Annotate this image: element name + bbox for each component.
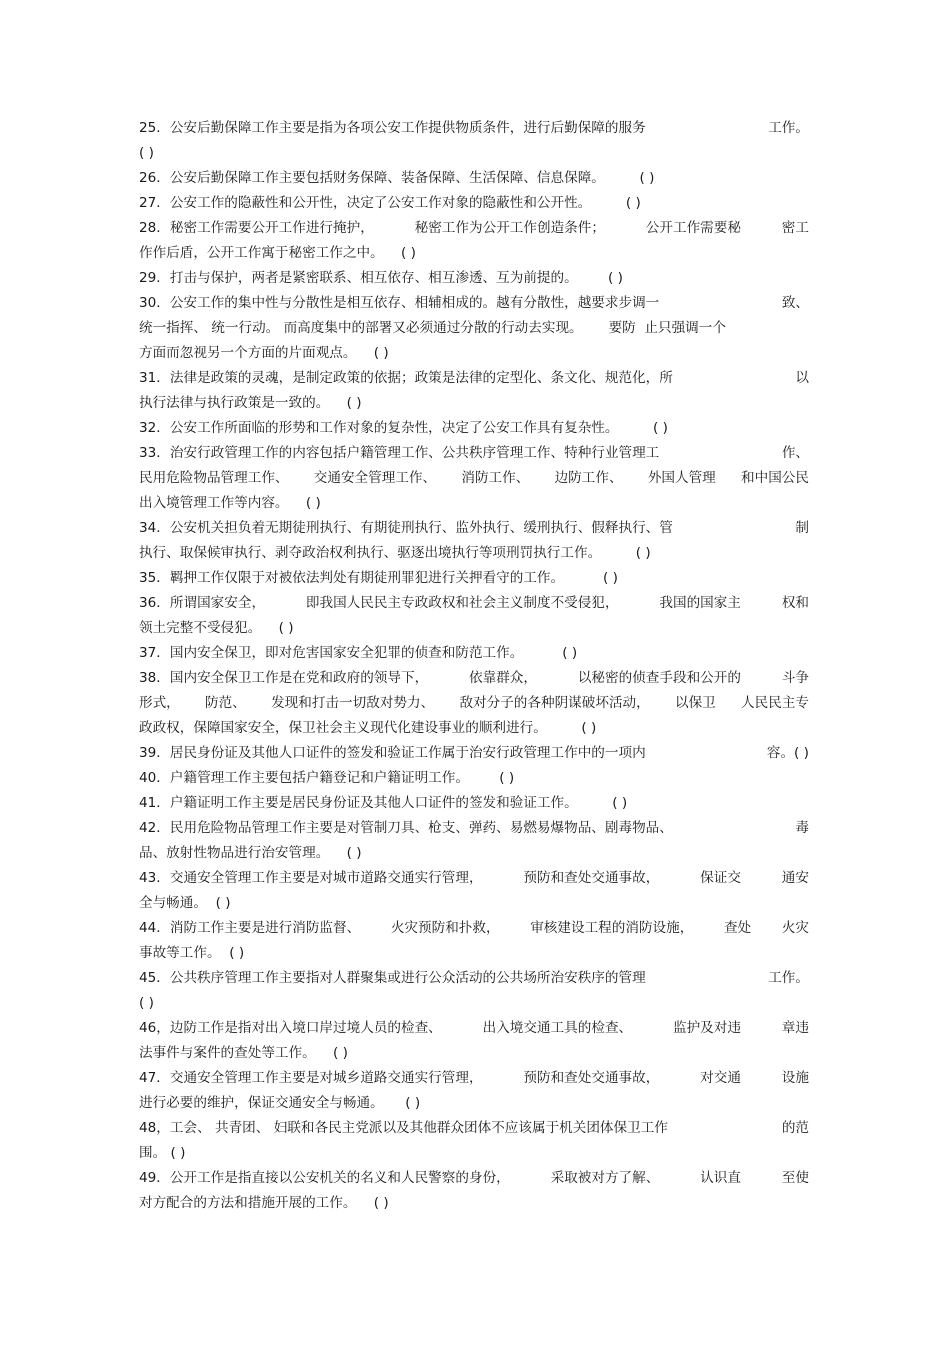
text-segment: ( ) [356,1195,389,1211]
text-segment: 权和 [781,595,809,611]
text-segment: 46，边防工作是指对出入境口岸过境人员的检查、 [139,1020,442,1036]
text-segment: 31．法律是政策的灵魂，是制定政策的依据；政策是法律的定型化、条文化、规范化，所 [139,370,673,386]
text-segment: 25．公安后勤保障工作主要是指为各项公安工作提供物质条件，进行后勤保障的服务 [139,120,646,136]
text-line [139,266,809,291]
text-segment: 外国人管理 [647,470,716,486]
text-line [139,916,809,941]
text-segment: ( ) [546,720,597,736]
text-segment: 33．治安行政管理工作的内容包括户籍管理工作、公共秩序管理工作、特种行业管理工 [139,445,660,461]
text-segment: 交通安全管理工作、 [313,470,437,486]
text-segment: 民用危险物品管理工作、 [139,470,289,486]
text-segment: 章违 [781,1020,809,1036]
text-line [139,1066,809,1091]
text-segment: 审核建设工程的消防设施， [530,920,694,936]
text-line [139,1191,809,1216]
text-line [139,741,809,766]
text-segment: 35．羁押工作仅限于对被依法判处有期徒刑罪犯进行关押看守的工作。 [139,570,565,586]
text-segment: ( ) [383,245,416,261]
text-segment: 消防工作、 [461,470,530,486]
text-segment: 至使 [781,1170,809,1186]
text-segment: 39．居民身份证及其他人口证件的签发和验证工作属于治安行政管理工作中的一项内 [139,745,646,761]
text-segment: 品、放射性物品进行治安管理。 [139,845,330,861]
text-line [139,1116,809,1141]
text-segment: 我国的国家主 [659,595,741,611]
text-segment: 保证交 [700,870,741,886]
text-segment: 41．户籍证明工作主要是居民身份证及其他人口证件的签发和验证工作。 [139,795,578,811]
text-segment: 工作。 [768,120,809,136]
text-segment: 预防和查处交通事故， [523,870,660,886]
text-segment: 47．交通安全管理工作主要是对城乡道路交通实行管理， [139,1070,483,1086]
text-segment: 领土完整不受侵犯。 [139,620,262,636]
text-segment: 32．公安工作所面临的形势和工作对象的复杂性，决定了公安工作具有复杂性。 [139,420,619,436]
text-line [139,466,809,491]
text-line [139,641,809,666]
text-segment: ( ) [288,495,321,511]
text-segment: 以保卫 [675,695,716,711]
text-segment: ( ) [356,345,389,361]
text-line [139,566,809,591]
text-line [139,866,809,891]
text-line [139,141,809,166]
text-line [139,666,809,691]
text-segment: 和中国公民 [741,470,809,486]
text-segment: 即我国人民民主专政政权和社会主义制度不受侵犯， [305,595,619,611]
question-list [139,116,809,1216]
text-segment: 要防 止只强调一个 [582,320,726,336]
text-segment: ( ) [261,620,294,636]
text-line [139,591,809,616]
text-segment: 36．所谓国家安全， [139,595,266,611]
text-segment: 30．公安工作的集中性与分散性是相互依存、相辅相成的。越有分散性，越要求步调一 [139,295,660,311]
text-segment: ( ) [329,395,362,411]
text-segment: 火灾 [781,920,809,936]
text-segment: 法事件与案件的查处等工作。 [139,1045,316,1061]
text-line [139,516,809,541]
text-segment: 执行、取保候审执行、剥夺政治权利执行、驱逐出境执行等项刑罚执行工作。 [139,545,602,561]
text-line [139,841,809,866]
text-segment: 密工 [781,220,809,236]
text-segment: 政政权，保障国家安全，保卫社会主义现代化建设事业的顺利进行。 [139,720,547,736]
text-segment: 围。 ( ) [139,1145,186,1161]
text-segment: 工作。 [768,970,809,986]
text-line [139,491,809,516]
text-segment: 34．公安机关担负着无期徒刑执行、有期徒刑执行、监外执行、缓刑执行、假释执行、管 [139,520,673,536]
text-segment: 发现和打击一切敌对势力、 [271,695,435,711]
text-line [139,541,809,566]
text-segment: 对交通 [700,1070,741,1086]
text-line [139,341,809,366]
text-segment: ( ) [604,170,655,186]
text-segment: 的范 [781,1120,809,1136]
text-segment: 斗争 [781,670,809,686]
text-segment: ( ) [591,195,641,211]
text-segment: 执行法律与执行政策是一致的。 [139,395,330,411]
text-segment: 27．公安工作的隐蔽性和公开性，决定了公安工作对象的隐蔽性和公开性。 [139,195,592,211]
text-line [139,1166,809,1191]
text-segment: 出入境交通工具的检查、 [482,1020,633,1036]
text-segment: 查处 [723,920,752,936]
text-segment: 致、 [781,295,809,311]
text-segment: ( ) [618,420,668,436]
text-line [139,991,809,1016]
text-line [139,391,809,416]
text-line [139,316,809,341]
text-segment: ( ) [139,145,154,161]
text-line [139,1141,809,1166]
text-segment: 38．国内安全保卫工作是在党和政府的领导下， [139,670,429,686]
text-segment: ( ) [564,570,618,586]
text-segment: 对方配合的方法和措施开展的工作。 [139,1195,357,1211]
text-segment: ( ) [206,895,231,911]
text-line [139,616,809,641]
text-segment: 容。( ) [766,745,809,761]
text-segment: ( ) [383,1095,421,1111]
text-segment: 28．秘密工作需要公开工作进行掩护， [139,220,374,236]
text-line [139,941,809,966]
text-segment: 出入境管理工作等内容。 [139,495,289,511]
text-segment: 40．户籍管理工作主要包括户籍登记和户籍证明工作。 [139,770,469,786]
text-segment: 统一指挥、 统一行动。 而高度集中的部署又必须通过分散的行动去实现。 [139,320,583,336]
text-segment: 43．交通安全管理工作主要是对城市道路交通实行管理， [139,870,483,886]
text-segment: 进行必要的维护，保证交通安全与畅通。 [139,1095,384,1111]
text-segment: 29．打击与保护，两者是紧密联系、相互依存、相互渗透、互为前提的。 [139,270,578,286]
text-segment: 42．民用危险物品管理工作主要是对管制刀具、枪支、弹药、易燃易爆物品、剧毒物品、 [139,820,673,836]
text-segment: 事故等工作。 [139,945,221,961]
text-segment: 火灾预防和扑救， [390,920,500,936]
text-segment: 通安 [781,870,809,886]
text-segment: 以秘密的侦查手段和公开的 [577,670,741,686]
text-segment: 37．国内安全保卫，即对危害国家安全犯罪的侦查和防范工作。 [139,645,524,661]
text-segment: 作作后盾，公开工作寓于秘密工作之中。 [139,245,384,261]
text-segment: 预防和查处交通事故， [523,1070,660,1086]
text-line [139,216,809,241]
text-line [139,166,809,191]
text-line [139,716,809,741]
text-line [139,891,809,916]
text-segment: 认识直 [700,1170,741,1186]
text-segment: 监护及对违 [672,1020,741,1036]
text-line [139,116,809,141]
text-line [139,966,809,991]
text-segment: 采取被对方了解、 [550,1170,660,1186]
text-line [139,1041,809,1066]
text-segment: 制 [795,520,809,536]
text-segment: ( ) [577,795,628,811]
text-segment: ( ) [315,1045,348,1061]
text-segment: 26．公安后勤保障工作主要包括财务保障、装备保障、生活保障、信息保障。 [139,170,605,186]
text-line [139,441,809,466]
text-segment: ( ) [329,845,362,861]
text-segment: 44．消防工作主要是进行消防监督、 [139,920,361,936]
text-segment: 防范、 [205,695,246,711]
text-line [139,291,809,316]
text-segment: 作、 [781,445,809,461]
text-line [139,241,809,266]
text-segment: 毒 [795,820,809,836]
text-segment: 人民民主专 [741,695,809,711]
text-line [139,366,809,391]
text-segment: ( ) [139,995,154,1011]
text-segment: ( ) [523,645,578,661]
text-segment: 敌对分子的各种阴谋破坏活动， [459,695,650,711]
text-segment: ( ) [577,270,623,286]
text-segment: 设施 [781,1070,809,1086]
text-segment: 48，工会、 共青团、 妇联和各民主党派以及其他群众团体不应该属于机关团体保卫工作 [139,1120,668,1136]
text-line [139,791,809,816]
text-segment: ( ) [468,770,515,786]
text-segment: 形式， [139,695,180,711]
text-line [139,191,809,216]
text-line [139,416,809,441]
text-segment: ( ) [220,945,245,961]
text-segment: 公开工作需要秘 [645,220,741,236]
text-segment: ( ) [601,545,651,561]
text-line [139,1016,809,1041]
text-segment: 依靠群众， [469,670,537,686]
text-segment: 边防工作、 [554,470,623,486]
text-segment: 以 [795,370,809,386]
text-line [139,816,809,841]
text-line [139,1091,809,1116]
text-segment: 秘密工作为公开工作创造条件； [414,220,605,236]
text-segment: 49．公开工作是指直接以公安机关的名义和人民警察的身份， [139,1170,510,1186]
text-segment: 全与畅通。 [139,895,207,911]
text-line [139,691,809,716]
text-segment: 方面而忽视另一个方面的片面观点。 [139,345,357,361]
text-line [139,766,809,791]
text-segment: 45．公共秩序管理工作主要指对人群聚集或进行公众活动的公共场所治安秩序的管理 [139,970,646,986]
